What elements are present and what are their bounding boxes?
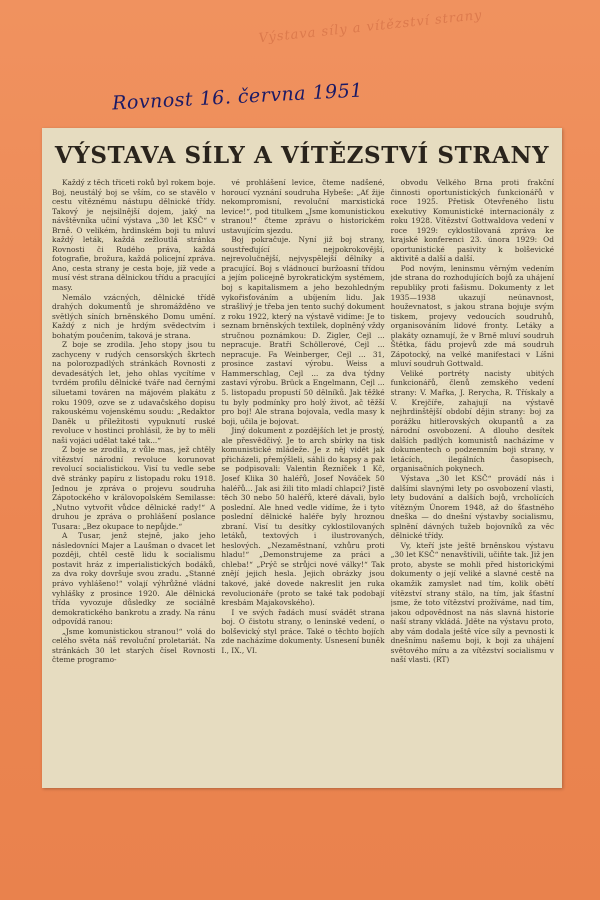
column-2 [221,178,384,778]
paragraph: Vy, kteří jste ještě brněnskou výstavu „30 let KSČ“ nenavštívili, učiňte tak. Již jen proto, abyste se mohli před historickými dokumenty o její veliké a slavné cestě na okamžik zamyslet nad tím, kolik obětí vítězství strany stálo, na tím, jak šťastní jsme, že toto vítězství prožíváme, nad tím, jakou odpovědnost na nás slavná historie naší strany vkládá. Jděte na výstavu proto, aby vám dodala ještě více síly a pevnosti k dnešnímu našemu boji, k boji za uhájení světového míru a za vítězství socialismu v naší vlasti. (RT) [390,540,554,665]
paragraph: Pod novým, leninsmu věrným vedením jde strana do rozhodujících bojů za uhájení republiky proti fašismu. Dokumenty z let 1935—1938 ukazují neúnavnost, houževnatost, s jakou strana bojuje svým tiskem, projevy vedoucích soudruhů, organisováním lidové fronty. Letáky a plakáty oznamují, že v Brně mluví soudruh Štětka, fádu projevů zde má soudruh Zápotocký, na velké manifestaci v Líšni mluví soudruh Gottwald. [390,263,554,369]
paragraph: Každý z těch třiceti roků byl rokem boje. Boj, neustálý boj se vším, co se stavělo v cestu vítěznému nástupu dělnické třídy. Takový je nejsilnější dojem, jaký na návštěvníka učiní výstava „30 let KSČ“ v Brně. O velikém, hrdinském boji tu mluví každý leták, každá zežloutlá stránka Rovnosti či Rudého práva, každá fotografie, brožura, každá policejní zpráva. Ano, cesta strany je cesta boje, jíž vede a musí vést strana dělnickou třídu a pracující masy. [52,178,216,293]
faint-watermark-text: Výstava síly a vítězství strany [257,7,484,47]
paragraph: Jiný dokument z pozdějších let je prostý, ale přesvědčivý. Je to arch sbírky na tisk komunistické mládeže. Je z něj vidět jak přicházeli, přemýšleli, sáhli do kapsy a pak se podpisovali: Valentin Řezníček 1 Kč, Josef Klika 30 haléřů, Josef Nováček 50 haléřů... Jak asi žili tito mladí chlapci? Jistě těch 30 nebo 50 haléřů, které dávali, bylo poslední. Ale hned vedle vidíme, že i tyto poslední dělnické haléře byly hroznou zbraní. Visí tu desítky cyklostilovaných letáků, textových i ilustrovaných, heslových. „Nezaměstnaní, vzhůru proti hladu!“ „Demonstrujeme za práci a chleba!“ „Prýč se strůjci nové války!“ Tak znějí jejich hesla. Jejich obrázky jsou takové, jaké dovede nakreslit jen ruka revolucionáře (proto se také tak podobají kresbám Majakovského). [221,426,385,608]
article-body [52,178,554,778]
paragraph: Nemálo vzácných, dělnické třídě drahých dokumentů je shromážděno ve světlých síních brněnského Domu umění. Každý z nich je hrdým svědectvím i bohatým poučením, taková je strana. [52,292,216,340]
headline: VÝSTAVA SÍLY A VÍTĚZSTVÍ STRANY [54,142,550,169]
paragraph: Výstava „30 let KSČ“ provádí nás i dalšími slavnými lety po osvobození vlasti, lety budování a dalších bojů, vrcholících vítězným Únorem 1948, až do šťastného dneška — do dnešní výstavby socialismu, splnění dávných tužeb bojovníků za věc dělnické třídy. [390,473,554,541]
paragraph: A Tusar, jenž stejně, jako jeho následovníci Majer a Laušman o dvacet let později, chtěl cestě lidu k socialismu postavit hráz z imperialistických bodáků, za dva roky dovršuje svou zradu. „Stanné právo vyhlášeno!“ volají výhrůžné vládní vyhlášky z prosince 1920. Ale dělnická třída vyvozuje důsledky ze sociálně demokratického bankrotu a zrady. Na ránu odpovídá ranou: [52,531,216,627]
paragraph: I ve svých řadách musí svádět strana boj. O čistotu strany, o leninské vedení, o bolševický styl práce. Také o těchto bojích zde nacházíme dokumenty. Usnesení buněk I., IX., VI. [221,607,385,655]
paragraph: vé prohlášení levice, čteme nadšené, horoucí vyznání soudruha Hybeše: „Ať žije nekompromisní, revoluční marxistická levice!“, pod titulkem „Jsme komunistickou stranou!“ čteme zprávu o historickém ustavujícím sjezdu. [221,178,385,235]
handwritten-date-note: Rovnost 16. června 1951 [111,79,364,115]
column-3 [391,178,554,778]
paragraph: Veliké portréty nacisty ubitých funkcionářů, členů zemského vedení strany: V. Mařka, J. Rerycha, R. Třískaly a V. Krejčíře, zahajují na výstavě nejhrdinštější období dějin strany: boj za porážku hitlerovských okupantů a za národní osvobození. A dlouho desítek dalších padlých komunistů nacházíme v dokumentech o podzemním boji strany, v letácích, ilegálních časopisech, organisačních pokynech. [390,368,554,474]
paragraph: Z boje se zrodila. Jeho stopy jsou tu zachyceny v rudých censorských škrtech na polorozpadlých stránkách Rovnosti z devadesátých let, jeho ohlas vycítíme v tvrdém profilu dělnické tváře nad černými siluetami továren na májovém plakátu z roku 1909, ozve se z udavačského dopisu rakouskému vojenskému soudu: „Redaktor Daněk u příležitosti vypuknutí ruské revoluce v hostinci prohlásil, že by to měli naši vojáci udělat také tak...“ [52,340,216,445]
column-1 [52,178,215,778]
paragraph: Z boje se zrodila, z vůle mas, jež chtěly vítězství národní revoluce korunovat revolucí socialistickou. Visí tu vedle sebe dvě stránky papíru z listopadu roku 1918. Jednou je zpráva o projevu soudruha Zápotockého v královopolském Semilasse: „Nutno vytvořit vůdce dělnické rady!“ A druhou je zpráva o prohlášení poslance Tusara: „Bez okupace to nepůjde.“ [52,445,216,531]
paragraph: „Jsme komunistickou stranou!“ volá do celého světa náš revoluční proletariát. Na stránkách 30 let starých čísel Rovnosti čteme programo- [52,626,216,665]
newspaper-clipping [42,128,562,788]
paragraph: obvodu Velkého Brna proti frakční činnosti oportunistických funkcionářů v roce 1925. Přetisk Otevřeného listu exekutivy Komunistické internacionály z roku 1928. Vítězství Gottwaldova vedení v roce 1929: cyklostilovaná zpráva ke krajské konferenci 23. února 1929: Od oportunistické pasivity k bolševické aktivitě a další a další. [390,178,554,264]
paragraph: Boj pokračuje. Nyní již boj strany, soustřeďující nejpokrokovější, nejrevolučnější, nejvyspělejší dělníky a pracující. Boj s vládnoucí buržoasní třídou a jejím policejně byrokratickým systémem, boj s kapitalismem a jeho bezohledným vykořisťováním a ubíjením lidu. Jak strašlivý je třeba jen tento suchý dokument z roku 1922, který na výstavě vidíme: Je to seznam brněnských textilek, doplněný vždy stručnou poznámkou: D. Zigler, Cejl ... nepracuje. Bratři Schöllerové, Cejl ... nepracuje. Fa Weinberger, Cejl ... 31, prosince zastaví výrobu. Weiss a Hammerschlag, Cejl ... za dva týdny zastaví výrobu. Brück a Engelmann, Cejl ... 5. listopadu propustí 50 dělníků. Jak těžké tu byly podmínky pro holý život, ač těžší pro boj! Ale strana bojovala, vedla masy k boji, učila je bojovat. [221,235,385,426]
